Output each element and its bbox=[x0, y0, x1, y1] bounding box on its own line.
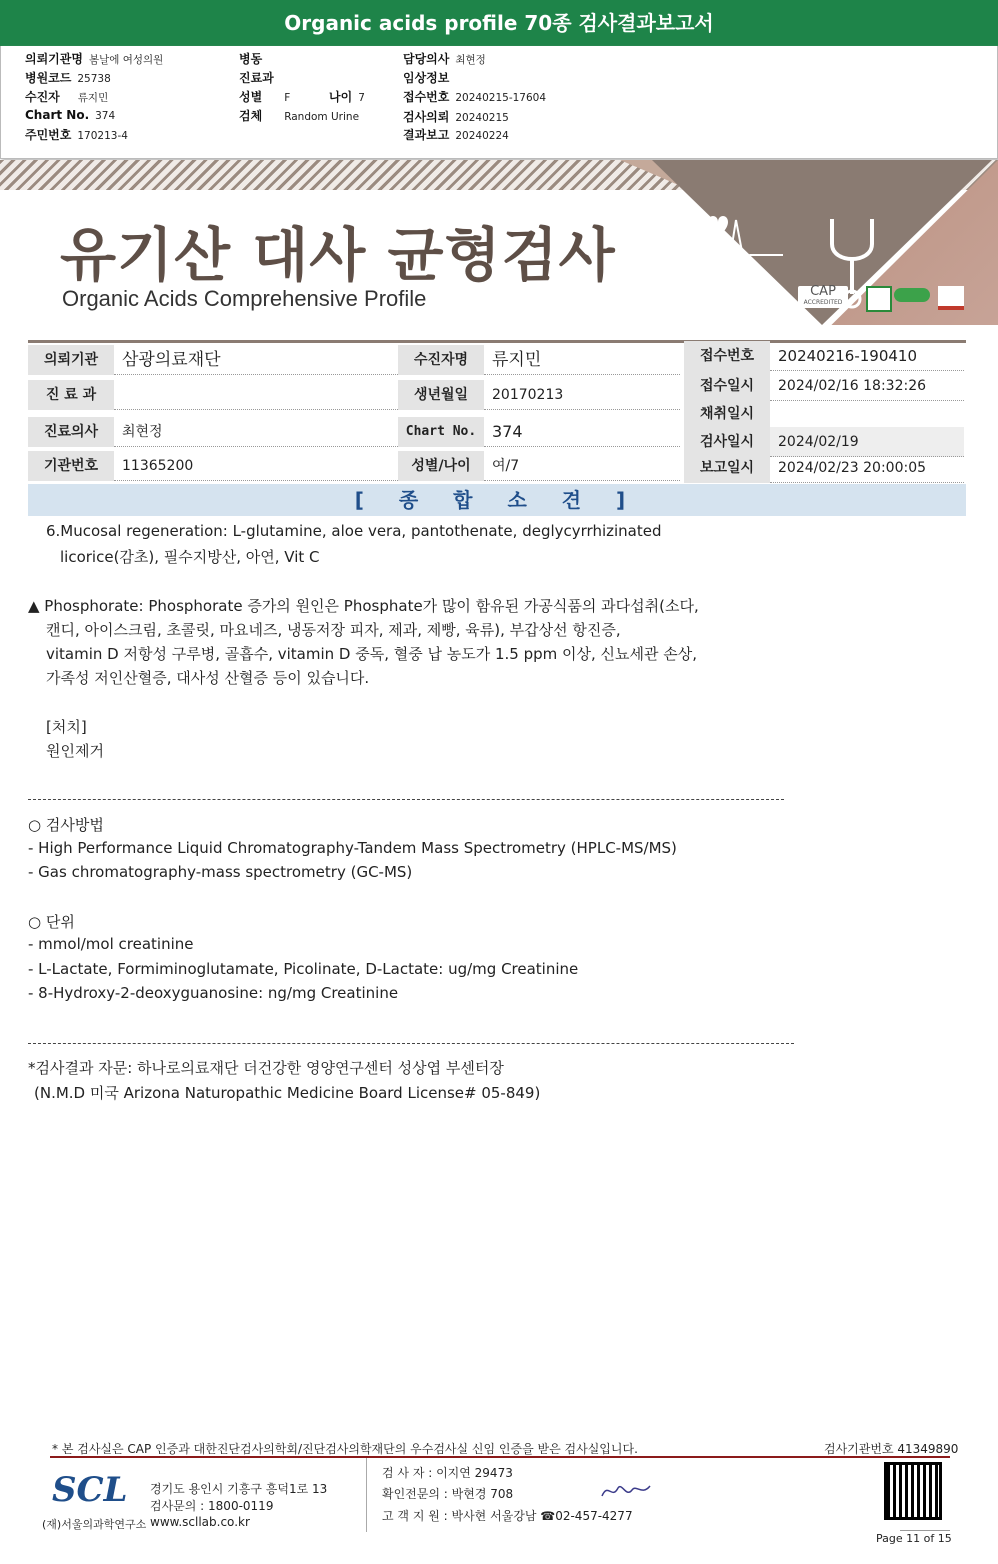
top-field: 담당의사 최현정 bbox=[403, 52, 486, 66]
label-birth: 생년월일 bbox=[398, 380, 484, 410]
signature-image bbox=[598, 1478, 654, 1504]
footer-addr: 경기도 용인시 기흥구 흥덕1로 13 bbox=[150, 1482, 328, 1496]
top-field: 결과보고 20240224 bbox=[403, 128, 509, 142]
footer-tester: 검 사 자 : 이지연 29473 bbox=[382, 1466, 513, 1480]
label-sexage: 성별/나이 bbox=[398, 451, 484, 481]
page-subtitle: Organic Acids Comprehensive Profile bbox=[62, 286, 427, 311]
label-recno: 접수번호 bbox=[684, 341, 770, 371]
value-testdate: 2024/02/19 bbox=[770, 427, 964, 457]
label-chart: Chart No. bbox=[398, 417, 484, 447]
body-line: - mmol/mol creatinine bbox=[28, 935, 194, 953]
methods-title: ○ 검사방법 bbox=[28, 816, 104, 834]
body-line: - High Performance Liquid Chromatography-Tandem Mass Spectrometry (HPLC-MS/MS) bbox=[28, 839, 677, 857]
divider bbox=[28, 799, 784, 800]
body-line: ▲ Phosphorate: Phosphorate 증가의 원인은 Phosphate가 많이 함유된 가공식품의 과다섭취(소다, bbox=[28, 597, 699, 615]
footer-confirm: 확인전문의 : 박현경 708 bbox=[382, 1487, 514, 1501]
value-report: 2024/02/23 20:00:05 bbox=[770, 453, 964, 483]
units-title: ○ 단위 bbox=[28, 913, 75, 931]
footer-notice: * 본 검사실은 CAP 인증과 대한진단검사의학회/진단검사의학재단의 우수검사실 신임 인증을 받은 검사실입니다. bbox=[52, 1442, 638, 1456]
footer-support: 고 객 지 원 : 박사현 서울강남 ☎02-457-4277 bbox=[382, 1509, 633, 1523]
label-testdate: 검사일시 bbox=[684, 427, 770, 457]
body-line: [처치] bbox=[46, 718, 87, 736]
body-line: 캔디, 아이스크림, 초콜릿, 마요네즈, 냉동저장 피자, 제과, 제빵, 육류), 부갑상선 항진증, bbox=[46, 621, 621, 639]
consult-line: *검사결과 자문: 하나로의료재단 더건강한 영양연구센터 성상엽 부센터장 bbox=[28, 1059, 504, 1077]
value-sexage: 여/7 bbox=[484, 451, 680, 481]
footer-rule bbox=[900, 1530, 950, 1531]
cap-logo: CAP ACCREDITED bbox=[798, 286, 848, 308]
summary-header: [ 종 합 소 견 ] bbox=[28, 484, 966, 516]
body-line: - L-Lactate, Formiminoglutamate, Picolinate, D-Lactate: ug/mg Creatinine bbox=[28, 960, 579, 978]
value-doctor: 최현정 bbox=[114, 417, 398, 447]
page-title: 유기산 대사 균형검사 bbox=[60, 221, 616, 289]
footer-labno: 검사기관번호 41349890 bbox=[824, 1442, 959, 1456]
top-field-age: 나이 7 bbox=[329, 90, 365, 104]
body-line: 원인제거 bbox=[46, 742, 104, 760]
body-line: 6.Mucosal regeneration: L-glutamine, aloe vera, pantothenate, deglycyrrhizinated bbox=[46, 522, 662, 540]
footer-web[interactable]: www.scllab.co.kr bbox=[150, 1515, 250, 1529]
top-info-panel bbox=[0, 46, 998, 159]
body-line: - Gas chromatography-mass spectrometry (GC-MS) bbox=[28, 863, 413, 881]
value-chart: 374 bbox=[484, 417, 680, 447]
label-patient: 수진자명 bbox=[398, 345, 484, 375]
value-code: 11365200 bbox=[114, 451, 398, 481]
label-institution: 의뢰기관 bbox=[28, 345, 114, 375]
label-report: 보고일시 bbox=[684, 453, 770, 483]
report-banner: Organic acids profile 70종 검사결과보고서 bbox=[0, 0, 998, 46]
top-field: Chart No. 374 bbox=[25, 108, 116, 122]
top-field: 접수번호 20240215-17604 bbox=[403, 90, 547, 104]
page-number: Page 11 of 15 bbox=[876, 1532, 952, 1545]
top-field: 주민번호 170213-4 bbox=[25, 128, 128, 142]
footer-divider bbox=[50, 1456, 950, 1458]
value-collect bbox=[770, 399, 964, 429]
top-field: 검사의뢰 20240215 bbox=[403, 110, 509, 124]
top-field: 병동 bbox=[239, 52, 263, 66]
qr-code-icon bbox=[884, 1462, 942, 1520]
label-dept: 진 료 과 bbox=[28, 380, 114, 410]
top-field: 성별 F bbox=[239, 90, 291, 104]
scl-logo: SCL bbox=[52, 1470, 128, 1510]
divider bbox=[28, 1043, 794, 1044]
label-recdate: 접수일시 bbox=[684, 371, 770, 401]
anab-logo bbox=[938, 286, 964, 310]
top-field: 수진자 류지민 bbox=[25, 90, 109, 104]
label-collect: 채취일시 bbox=[684, 399, 770, 429]
body-line: licorice(감초), 필수지방산, 아연, Vit C bbox=[60, 548, 320, 566]
value-recdate: 2024/02/16 18:32:26 bbox=[770, 371, 964, 401]
top-field: 진료과 bbox=[239, 71, 274, 85]
footer-org: (재)서울의과학연구소 bbox=[42, 1518, 147, 1531]
footer-phone: 검사문의 : 1800-0119 bbox=[150, 1499, 274, 1513]
value-recno: 20240216-190410 bbox=[770, 341, 964, 371]
top-field: 임상정보 bbox=[403, 71, 450, 85]
value-dept bbox=[114, 380, 398, 410]
value-institution: 삼광의료재단 bbox=[114, 345, 398, 375]
value-birth: 20170213 bbox=[484, 380, 680, 410]
kla-logo bbox=[894, 288, 930, 302]
top-field: 검체 Random Urine bbox=[239, 109, 360, 123]
top-field: 의뢰기관명 봄날에 여성의원 bbox=[25, 52, 164, 66]
label-code: 기관번호 bbox=[28, 451, 114, 481]
body-line: vitamin D 저항성 구루병, 골흡수, vitamin D 중독, 혈중 납 농도가 1.5 ppm 이상, 신뇨세관 손상, bbox=[46, 645, 698, 663]
lm-logo bbox=[866, 286, 892, 312]
label-doctor: 진료의사 bbox=[28, 417, 114, 447]
consult-line: (N.M.D 미국 Arizona Naturopathic Medicine Board License# 05-849) bbox=[34, 1084, 541, 1102]
heartbeat-icon bbox=[688, 200, 788, 280]
top-field: 병원코드 25738 bbox=[25, 71, 111, 85]
footer-vdivider bbox=[366, 1458, 367, 1532]
body-line: - 8-Hydroxy-2-deoxyguanosine: ng/mg Creatinine bbox=[28, 984, 399, 1002]
body-line: 가족성 저인산혈증, 대사성 산혈증 등이 있습니다. bbox=[46, 669, 370, 687]
value-patient: 류지민 bbox=[484, 345, 680, 375]
